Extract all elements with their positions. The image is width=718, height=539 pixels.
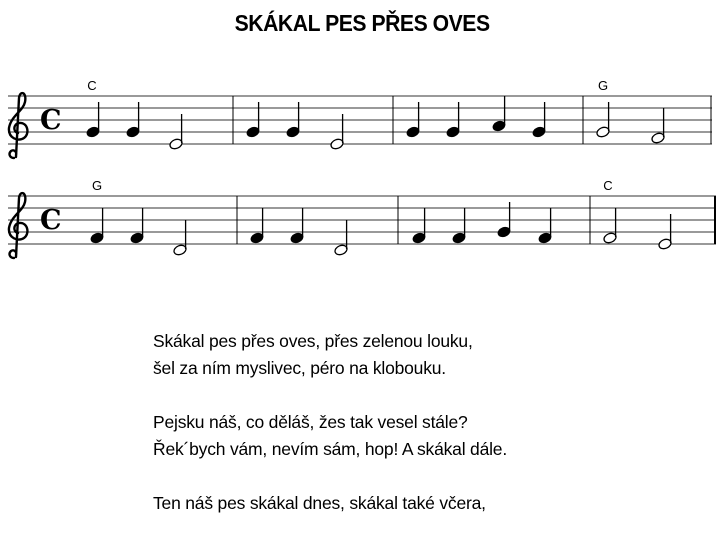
time-signature: C (40, 105, 62, 136)
half-note (173, 220, 188, 256)
lyric-line-2: šel za ním myslivec, péro na klobouku. (153, 358, 446, 378)
half-note (603, 208, 618, 244)
quarter-note (90, 208, 105, 244)
lyric-spacer (153, 463, 507, 490)
chord-symbol: C (603, 178, 613, 193)
time-signature: C (40, 205, 62, 236)
lyric-line-4: Pejsku náš, co děláš, žes tak vesel stále? (153, 412, 468, 432)
chord-symbol: G (597, 78, 609, 93)
quarter-note (130, 208, 145, 244)
lyrics-block (153, 328, 507, 517)
quarter-note (412, 208, 427, 244)
half-note (651, 108, 666, 144)
quarter-note (290, 208, 305, 244)
treble-clef-icon (9, 93, 27, 158)
chord-symbol: C (87, 78, 97, 93)
staff-system-1 (8, 78, 712, 158)
lyric-line-7: Ten náš pes skákal dnes, skákal také včera, (153, 493, 486, 513)
quarter-note (538, 208, 553, 244)
lyric-spacer (153, 382, 507, 409)
treble-clef-icon (9, 193, 27, 258)
song-title: SKÁKAL PES PŘES OVES (234, 10, 490, 36)
staff-system-2 (8, 178, 716, 258)
chord-symbol: G (91, 178, 103, 193)
lyric-line-5: Řek´bych vám, nevím sám, hop! A skákal dále. (153, 439, 508, 459)
quarter-note (250, 208, 265, 244)
lyric-line-1: Skákal pes přes oves, přes zelenou louku, (153, 331, 473, 351)
quarter-note (452, 208, 467, 244)
half-note (334, 220, 349, 256)
quarter-note (492, 96, 507, 132)
